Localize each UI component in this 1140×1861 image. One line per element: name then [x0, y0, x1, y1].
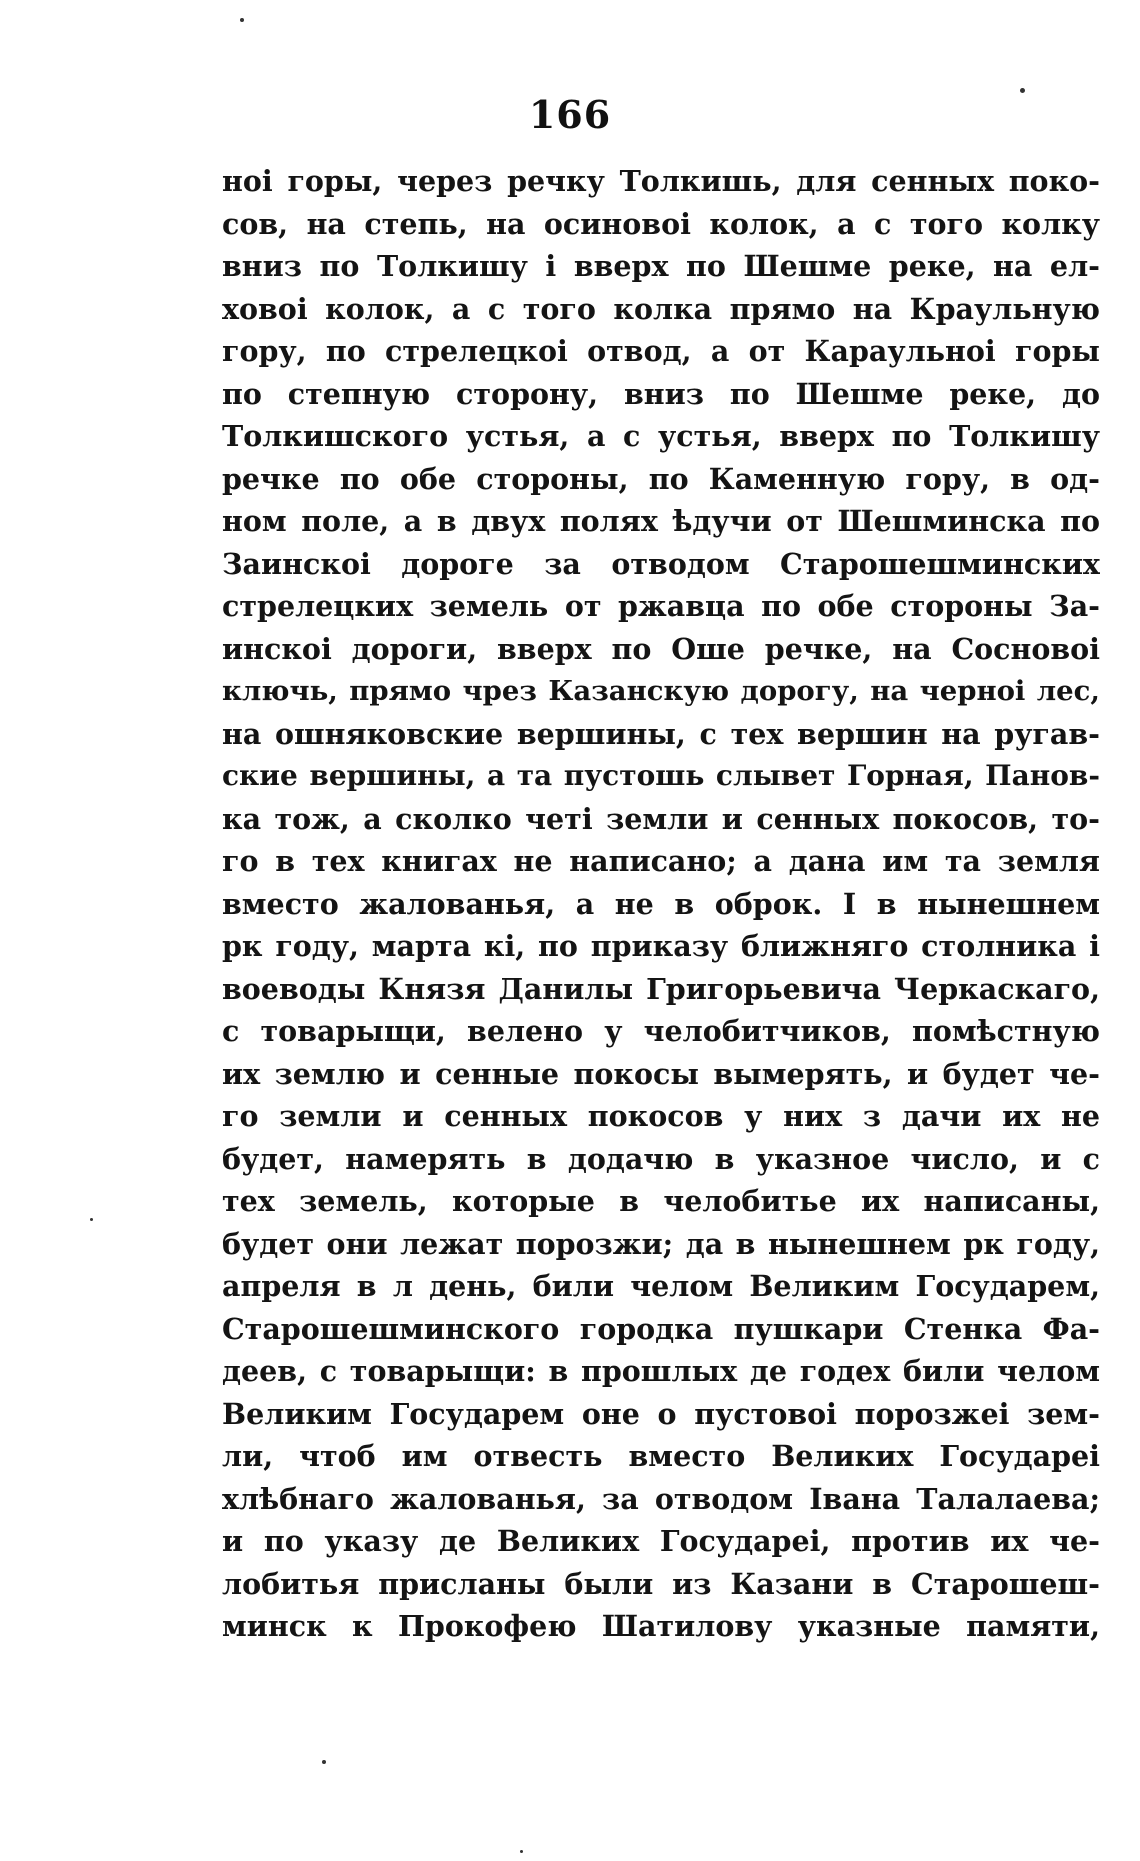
text-line: Толкишского устья, а с устья, вверх по Толкишу [222, 419, 1100, 453]
text-line: го в тех книгах не написано; а дана им та земля [222, 844, 1100, 878]
text-line: воеводы Князя Данилы Григорьевича Черкаскаго, [222, 971, 1100, 1006]
scan-speck [90, 1218, 93, 1221]
text-line: ли, чтоб им отвесть вместо Великих Государеі [222, 1439, 1100, 1473]
text-line: гору, по стрелецкоі отвод, а от Караульноі горы [222, 334, 1100, 368]
text-line: инскоі дороги, вверх по Оше речке, на Сосновоі [222, 631, 1100, 666]
text-line: ховоі колок, а с того колка прямо на Краульную [222, 291, 1100, 326]
text-line: ключь, прямо чрез Казанскую дорогу, на черноі лес, [222, 675, 1100, 707]
text-line: стрелецких земель от ржавца по обе стороны За- [222, 589, 1100, 623]
text-line: вниз по Толкишу і вверх по Шешме реке, на ел- [222, 249, 1100, 283]
text-line: речке по обе стороны, по Каменную гору, в од- [222, 461, 1100, 496]
text-line: минск к Прокофею Шатилову указные памяти, [222, 1609, 1100, 1643]
text-line: ка тож, а сколко четі земли и сенных покосов, то- [222, 801, 1100, 836]
text-line: и по указу де Великих Государеі, против их че- [222, 1524, 1100, 1558]
text-line: ские вершины, а та пустошь слывет Горная, Панов- [222, 759, 1100, 792]
text-line: Заинскоі дороге за отводом Старошешминских [222, 546, 1100, 581]
text-line: хлѣбнаго жалованья, за отводом Івана Талалаева; [222, 1481, 1100, 1516]
text-line: деев, с товарыщи: в прошлых де годех били челом [222, 1354, 1100, 1388]
page-number: 166 [528, 92, 612, 137]
text-line: по степную сторону, вниз по Шешме реке, до [222, 376, 1100, 411]
text-line: на ошняковские вершины, с тех вершин на ругав- [222, 716, 1100, 751]
text-line: с товарыщи, велено у челобитчиков, помѣстную [222, 1014, 1100, 1048]
text-line: Старошешминского городка пушкари Стенка Фа- [222, 1311, 1100, 1346]
text-line: го земли и сенных покосов у них з дачи их не [222, 1099, 1100, 1133]
text-line: сов, на степь, на осиновоі колок, а с того колку [222, 206, 1100, 241]
scan-speck [1020, 88, 1025, 93]
text-line: Великим Государем оне о пустовоі порозжеі зем- [222, 1396, 1100, 1431]
text-line: их землю и сенные покосы вымерять, и будет че- [222, 1056, 1100, 1091]
text-line: будет они лежат порозжи; да в нынешнем рк году, [222, 1226, 1100, 1261]
text-line: рк году, марта кі, по приказу ближняго столника і [222, 929, 1100, 963]
scan-speck [322, 1760, 326, 1764]
text-line: вместо жалованья, а не в оброк. І в нынешнем [222, 886, 1100, 921]
body-text [222, 160, 1100, 1648]
scan-speck [240, 18, 244, 22]
text-line: лобитья присланы были из Казани в Старошеш- [222, 1566, 1100, 1601]
scan-speck [520, 1850, 523, 1853]
text-line: ноі горы, через речку Толкишь, для сенных поко- [222, 164, 1100, 198]
text-line: ном поле, а в двух полях ѣдучи от Шешминска по [222, 504, 1100, 538]
text-line: тех земель, которые в челобитье их написаны, [222, 1184, 1100, 1218]
text-line: апреля в л день, били челом Великим Государем, [222, 1269, 1100, 1303]
text-line: будет, намерять в додачю в указное число, и с [222, 1141, 1100, 1176]
